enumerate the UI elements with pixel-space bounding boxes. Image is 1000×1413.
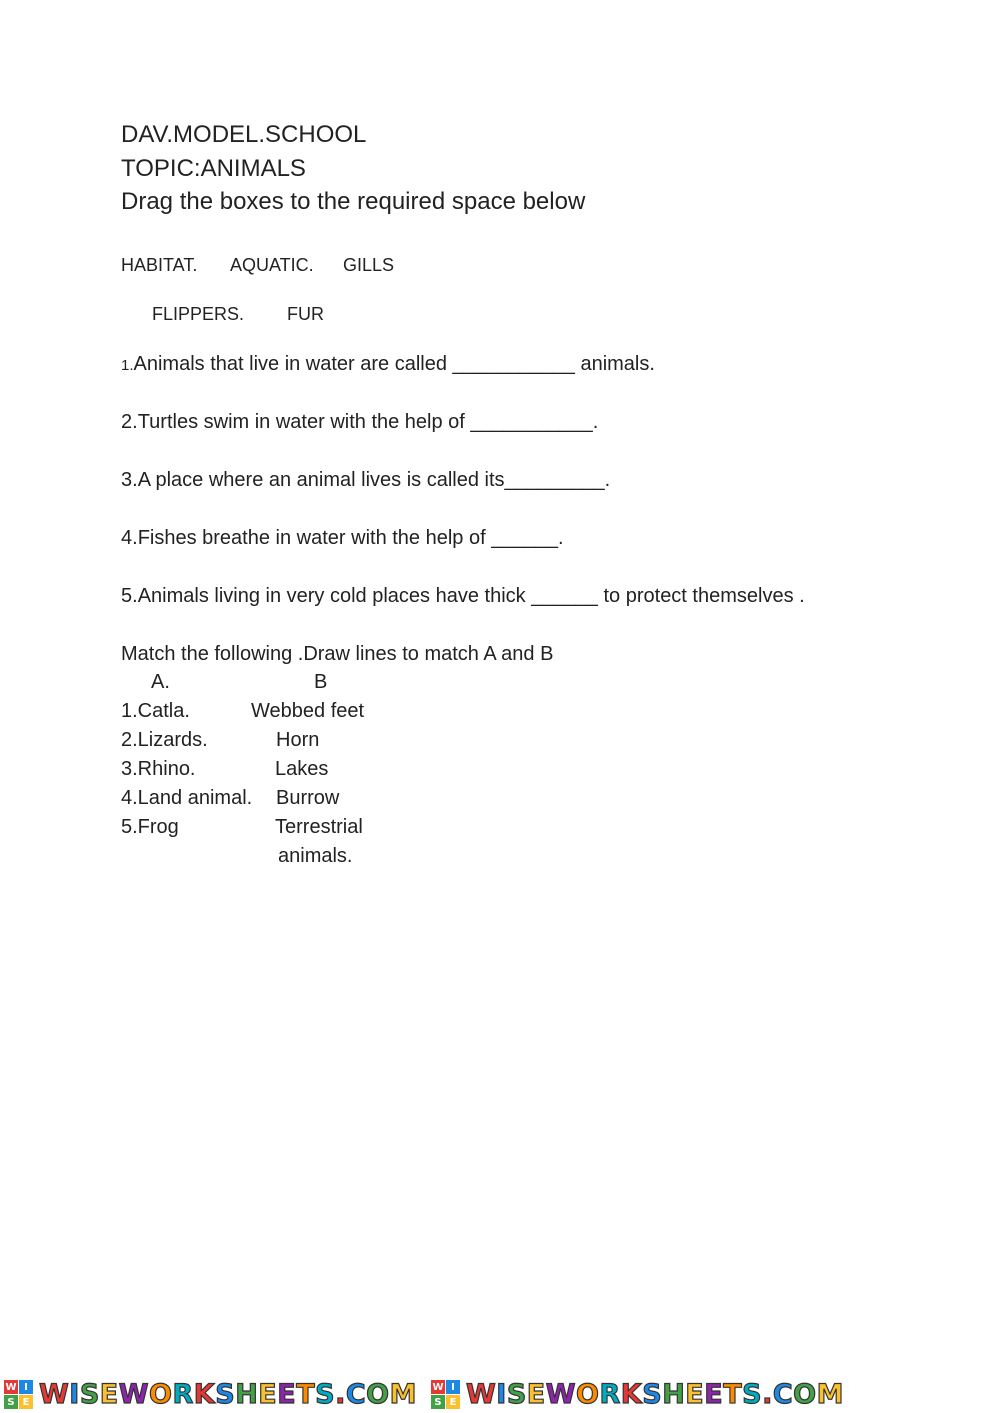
question-1: [121, 353, 655, 376]
question-text[interactable]: A place where an animal lives is called its_________.: [137, 469, 611, 491]
question-number: 4.: [121, 527, 138, 549]
match-b-item[interactable]: Horn: [276, 729, 320, 751]
logo-letter: S: [431, 1395, 445, 1409]
question-number: 2.: [121, 411, 138, 433]
question-number: 5.: [121, 585, 138, 607]
brand-wordmark: WISEWORKSHEETS.COM: [466, 1379, 844, 1410]
footer-banner: [0, 1376, 1000, 1413]
word-box-habitat[interactable]: HABITAT.: [121, 255, 198, 275]
school-name: DAV.MODEL.SCHOOL: [121, 121, 367, 148]
word-box-flippers[interactable]: FLIPPERS.: [152, 304, 245, 324]
question-text[interactable]: Fishes breathe in water with the help of ______.: [137, 527, 564, 549]
match-b-item[interactable]: Terrestrial: [275, 816, 363, 838]
match-b-item[interactable]: Burrow: [276, 787, 340, 809]
question-text[interactable]: Animals living in very cold places have thick ______ to protect themselves .: [137, 585, 805, 607]
word-box-gills[interactable]: GILLS: [343, 255, 395, 275]
logo-letter: I: [446, 1380, 460, 1394]
match-b-item[interactable]: Webbed feet: [251, 700, 365, 722]
column-b-header: B: [314, 671, 328, 693]
match-b-item[interactable]: Lakes: [275, 758, 329, 780]
logo-letter: W: [5, 1381, 17, 1393]
brand-logo-icon: [4, 1380, 33, 1409]
brand-block: [427, 1380, 844, 1409]
match-a-item[interactable]: 2.Lizards.: [121, 729, 208, 751]
question-4: [121, 527, 564, 550]
brand-wordmark: WISEWORKSHEETS.COM: [39, 1379, 417, 1410]
brand-block: [0, 1380, 417, 1409]
question-3: [121, 469, 610, 492]
match-b-item-continued: animals.: [278, 845, 353, 867]
match-a-item[interactable]: 1.Catla.: [121, 700, 190, 722]
match-a-item[interactable]: 4.Land animal.: [121, 787, 253, 809]
question-text[interactable]: Turtles swim in water with the help of ___________.: [137, 411, 599, 433]
question-5: [121, 585, 805, 608]
match-a-item[interactable]: 3.Rhino.: [121, 758, 196, 780]
word-box-aquatic[interactable]: AQUATIC.: [230, 255, 314, 275]
logo-letter: E: [446, 1395, 460, 1409]
logo-letter: E: [19, 1395, 33, 1409]
logo-letter: S: [4, 1395, 18, 1409]
topic-title: TOPIC:ANIMALS: [121, 155, 306, 182]
question-number: 1.: [121, 357, 134, 374]
match-a-item[interactable]: 5.Frog: [121, 816, 179, 838]
brand-logo-icon: [431, 1380, 460, 1409]
instruction-text: Drag the boxes to the required space below: [121, 188, 586, 215]
logo-letter: I: [19, 1380, 33, 1394]
logo-letter: W: [432, 1381, 444, 1393]
question-number: 3.: [121, 469, 138, 491]
question-text[interactable]: Animals that live in water are called ___________ animals.: [133, 353, 655, 375]
question-2: [121, 411, 598, 434]
column-a-header: A.: [151, 671, 170, 693]
match-instruction: Match the following .Draw lines to match A and B: [121, 643, 554, 665]
word-box-fur[interactable]: FUR: [287, 304, 324, 324]
